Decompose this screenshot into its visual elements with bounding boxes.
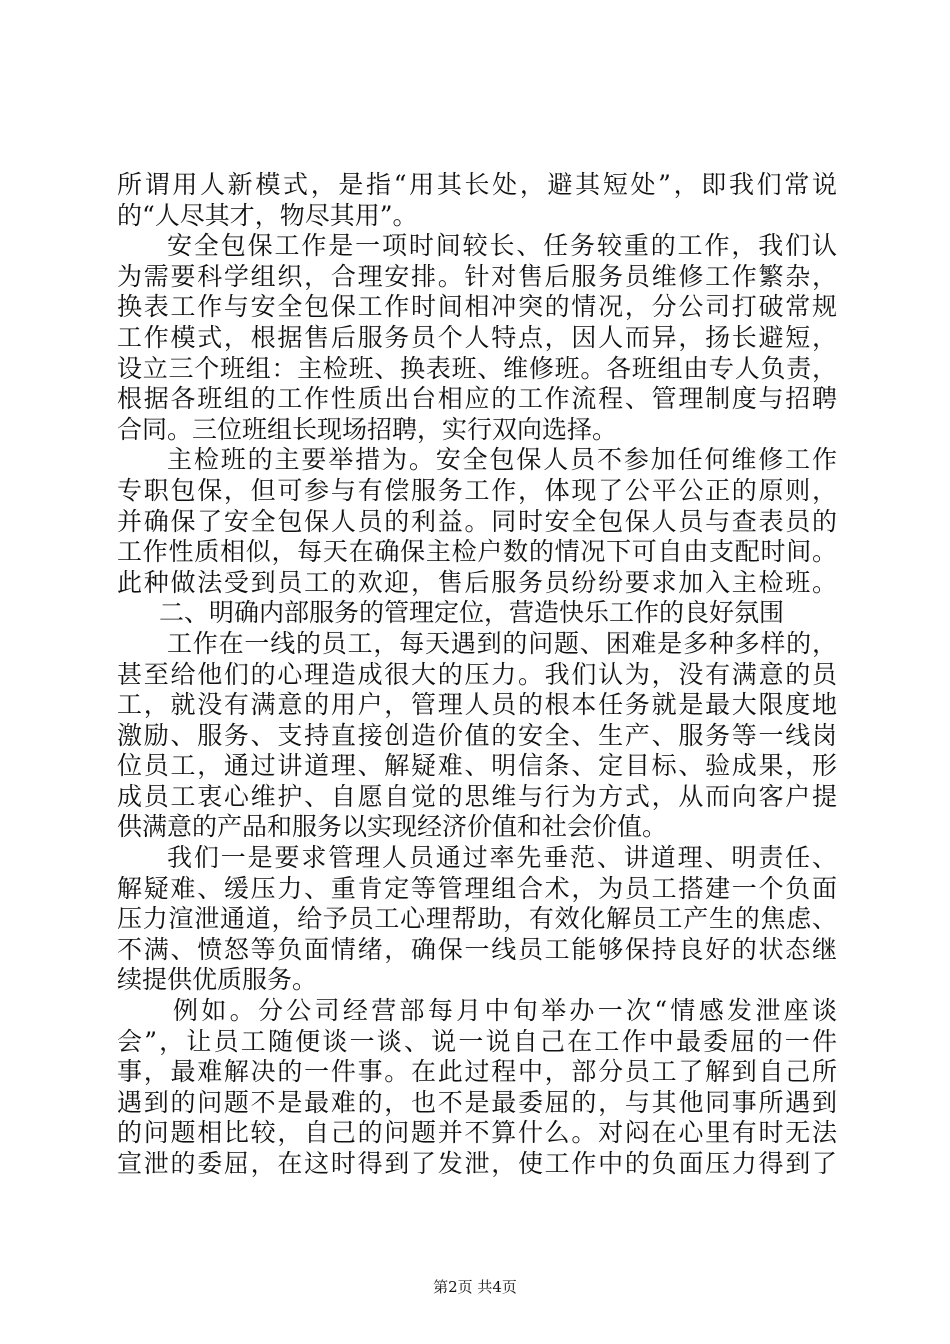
paragraph-start-line: 安全包保工作是一项时间较长、任务较重的工作，我们认 [167,231,837,261]
text-line: 合同。三位班组长现场招聘，实行双向选择。 [117,414,618,444]
text-line: 位员工，通过讲道理、解疑难、明信条、定目标、验成果，形 [117,751,837,781]
section-heading: 二、明确内部服务的管理定位，营造快乐工作的良好氛围 [159,598,785,628]
paragraph-start-line: 我们一是要求管理人员通过率先垂范、讲道理、明责任、 [167,843,837,873]
paragraph-start-line: 工作在一线的员工，每天遇到的问题、困难是多种多样的， [167,628,837,658]
text-line: 解疑难、缓压力、重肯定等管理组合术，为员工搭建一个负面 [117,873,837,903]
text-line: 遇到的问题不是最难的，也不是最委屈的，与其他同事所遇到 [117,1087,837,1117]
text-line: 并确保了安全包保人员的利益。同时安全包保人员与查表员的 [117,506,837,536]
body-text [117,170,837,1180]
paragraph-start-line: 主检班的主要举措为。安全包保人员不参加任何维修工作 [167,445,837,475]
text-line: 为需要科学组织，合理安排。针对售后服务员维修工作繁杂， [117,261,837,291]
text-line: 会”，让员工随便谈一谈、说一说自己在工作中最委屈的一件 [117,1026,837,1056]
text-line: 换表工作与安全包保工作时间相冲突的情况，分公司打破常规 [117,292,837,322]
text-line: 不满、愤怒等负面情绪，确保一线员工能够保持良好的状态继 [117,934,837,964]
text-line: 的问题相比较，自己的问题并不算什么。对闷在心里有时无法 [117,1118,837,1148]
text-line: 工作性质相似，每天在确保主检户数的情况下可自由支配时间。 [117,537,837,567]
text-line: 成员工衷心维护、自愿自觉的思维与行为方式，从而向客户提 [117,781,837,811]
text-line: 的“人尽其才，物尽其用”。 [117,200,418,230]
text-line: 压力渲泄通道，给予员工心理帮助，有效化解员工产生的焦虑、 [117,904,837,934]
text-line: 设立三个班组：主检班、换表班、维修班。各班组由专人负责， [117,353,837,383]
text-line: 专职包保，但可参与有偿服务工作，体现了公平公正的原则， [117,475,837,505]
text-line: 根据各班组的工作性质出台相应的工作流程、管理制度与招聘 [117,384,837,414]
text-line: 工，就没有满意的用户，管理人员的根本任务就是最大限度地 [117,690,837,720]
paragraph-start-line: 例如。分公司经营部每月中旬举办一次“情感发泄座谈 [173,996,837,1026]
page-number-footer: 第2页 共4页 [433,1278,517,1296]
text-line: 工作模式，根据售后服务员个人特点，因人而异，扬长避短， [117,322,837,352]
text-line: 所谓用人新模式，是指“用其长处，避其短处”，即我们常说 [117,170,837,199]
text-line: 事，最难解决的一件事。在此过程中，部分员工了解到自己所 [117,1057,837,1087]
text-line: 激励、服务、支持直接创造价值的安全、生产、服务等一线岗 [117,720,837,750]
text-line: 供满意的产品和服务以实现经济价值和社会价值。 [117,812,668,842]
text-line: 续提供优质服务。 [117,965,318,995]
text-line: 宣泄的委屈，在这时得到了发泄，使工作中的负面压力得到了 [117,1149,837,1178]
text-line: 甚至给他们的心理造成很大的压力。我们认为，没有满意的员 [117,659,837,689]
text-line: 此种做法受到员工的欢迎，售后服务员纷纷要求加入主检班。 [117,567,837,597]
